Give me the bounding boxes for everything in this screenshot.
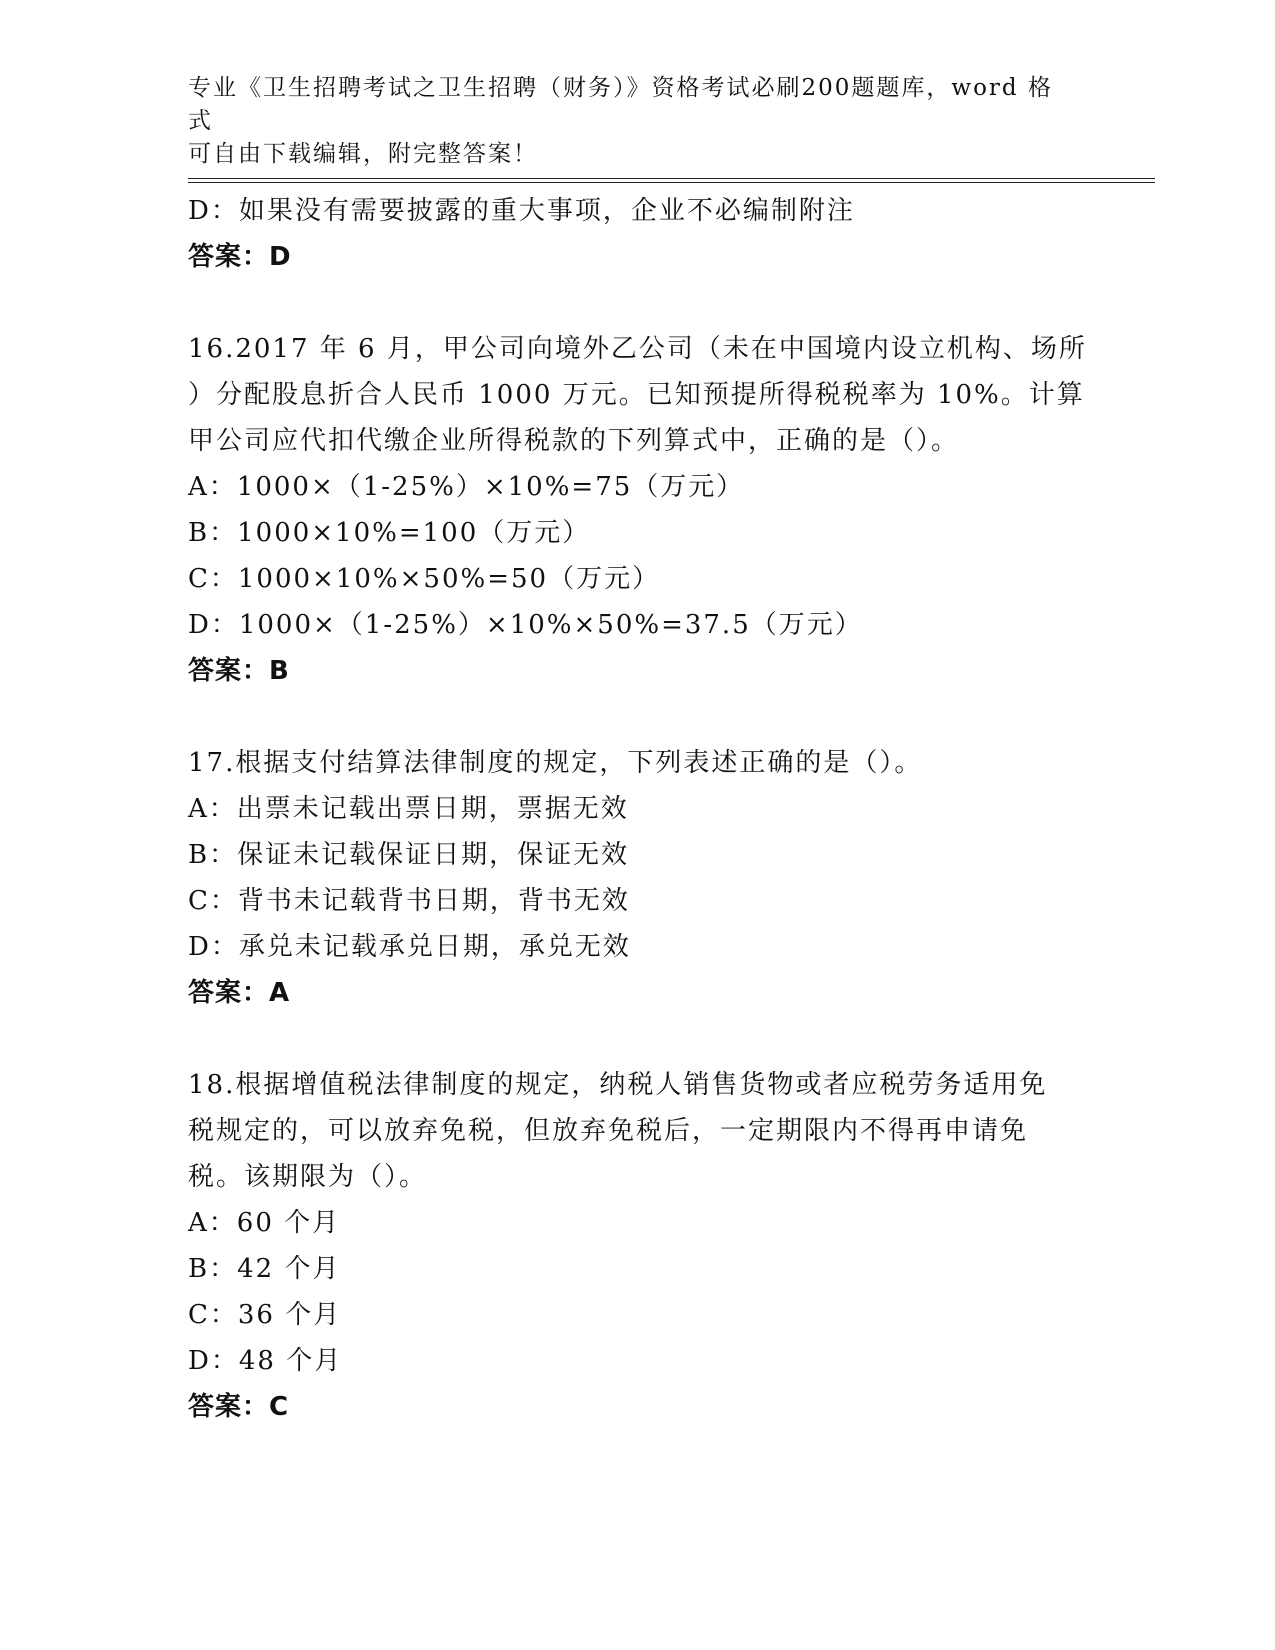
header-line-2: 可自由下载编辑，附完整答案！ — [188, 141, 538, 167]
question-text-line: 税。该期限为（）。 — [188, 1162, 428, 1192]
question-17 — [188, 740, 1088, 1016]
option-a: A：1000×（1-25%）×10%=75（万元） — [188, 472, 745, 502]
option-a: A：60 个月 — [188, 1208, 341, 1238]
question-text-line: 16.2017 年 6 月，甲公司向境外乙公司（未在中国境内设立机构、场所 — [188, 334, 1087, 364]
option-a: A：出票未记载出票日期，票据无效 — [188, 794, 629, 824]
spacer — [188, 1016, 1088, 1062]
question-text-line: 甲公司应代扣代缴企业所得税款的下列算式中，正确的是（）。 — [188, 426, 960, 456]
option-b: B：42 个月 — [188, 1254, 341, 1284]
option-c: C：36 个月 — [188, 1300, 342, 1330]
header-divider-top — [188, 178, 1155, 179]
question-text-line: 税规定的，可以放弃免税，但放弃免税后，一定期限内不得再申请免 — [188, 1116, 1029, 1146]
option-b: B：1000×10%=100（万元） — [188, 518, 591, 548]
document-body — [188, 188, 1088, 1430]
header-divider-bottom — [188, 182, 1155, 183]
answer: 答案：B — [188, 656, 290, 686]
header-line-1: 专业《卫生招聘考试之卫生招聘（财务）》资格考试必刷200题题库，word 格式 — [188, 75, 1053, 134]
option-d: D：如果没有需要披露的重大事项，企业不必编制附注 — [188, 196, 855, 226]
question-text-line: 17.根据支付结算法律制度的规定，下列表述正确的是（）。 — [188, 748, 923, 778]
option-d: D：48 个月 — [188, 1346, 343, 1376]
answer: 答案：C — [188, 1392, 290, 1422]
spacer — [188, 694, 1088, 740]
answer: 答案：D — [188, 242, 292, 272]
option-c: C：1000×10%×50%=50（万元） — [188, 564, 661, 594]
question-text-line: ）分配股息折合人民币 1000 万元。已知预提所得税税率为 10%。计算 — [188, 380, 1085, 410]
answer: 答案：A — [188, 978, 291, 1008]
question-16 — [188, 326, 1088, 694]
question-18 — [188, 1062, 1088, 1430]
spacer — [188, 280, 1088, 326]
question-text-line: 18.根据增值税法律制度的规定，纳税人销售货物或者应税劳务适用免 — [188, 1070, 1048, 1100]
option-b: B：保证未记载保证日期，保证无效 — [188, 840, 630, 870]
page-header — [188, 72, 1068, 171]
option-d: D：承兑未记载承兑日期，承兑无效 — [188, 932, 631, 962]
option-d: D：1000×（1-25%）×10%×50%=37.5（万元） — [188, 610, 863, 640]
option-c: C：背书未记载背书日期，背书无效 — [188, 886, 630, 916]
